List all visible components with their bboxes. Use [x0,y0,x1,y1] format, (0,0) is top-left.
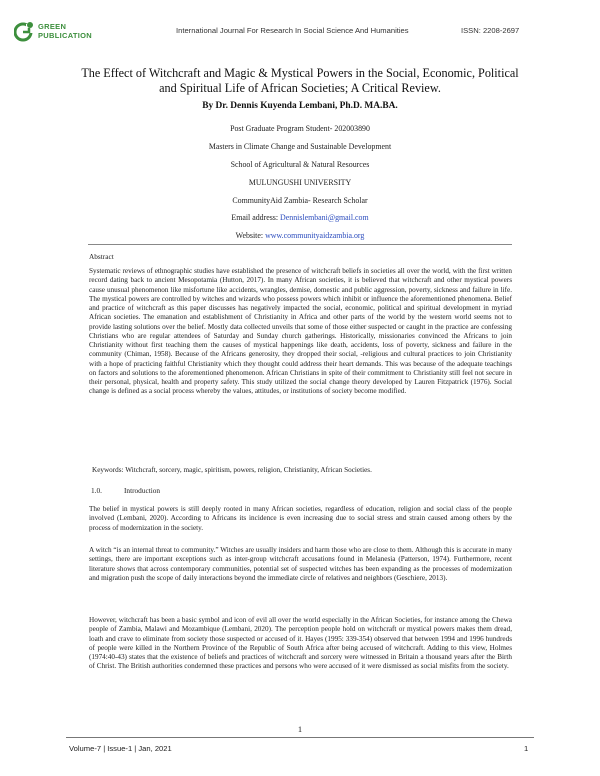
abstract-divider [88,244,512,245]
logo-line-1: GREEN [38,22,67,31]
affiliation-program: Masters in Climate Change and Sustainable Development [208,142,392,151]
abstract-text: Systematic reviews of ethnographic studies have established the presence of witchcraft beliefs in societies all over the world, with the first written record dating back to ancient Mesopotamia (Hutton, 2017). In many African societies, it is believed that witchcraft and other mystical powers cause unusual phenomenon like misfortune like accidents, wrangles, demise, domestic and public aggression, poverty, sickness and failure in life. The mystical powers are controlled by witches and wizards who possess powers which inhibit or influence the aforementioned phenomena. Belief and practice of witchcraft as this paper discusses has negatively impacted the social, economic, political and spiritual development in myriad African societies. The emanation and establishment of Christianity in Africa and other parts of the world by the western world seems not to provide lasting solutions over the belief. Mostly data collected unveils that some of those either suspected or caught in the practice are confessing Christians who are regular attendees of Saturday and Sunday church gatherings. Historically, missionaries convinced the Africans to join Christianity without first teaching them the causes of mystical happenings like death, accidents, loss of poverty, sickness and failure in the community (Chiman, 1958). Because of the Africans generosity, they dropped their social, -religious and cultural practices to join Christianity with a hope of practicing faithful Christianity which they thought could address their heart demands. This was because of the adequate teachings on factors and solutions to the aforementioned phenomenon. African Christians in spite of their commitment to Christianity still feel not secure in their personal, physical, health and property safety. This study utilized the social change theory developed by Lauren Fitzpatrick (1976). Social change is defined as a social process whereby the values, attitudes, or institutions of society become modified. [89,267,512,396]
website-link[interactable]: www.communityaidzambia.org [265,231,365,240]
website-label: Website: [235,231,264,240]
journal-name: International Journal For Research In Social Science And Humanities [176,26,409,35]
email-link[interactable]: Dennislembani@gmail.com [280,213,369,222]
keywords: Keywords: Witchcraft, sorcery, magic, spiritism, powers, religion, Christianity, African Societies. [92,466,372,474]
paper-title: The Effect of Witchcraft and Magic & Mystical Powers in the Social, Economic, Political and Spiritual Life of African Societies; A Critical Review. [81,66,519,95]
section-number: 1.0. [91,486,102,495]
affiliation-organization: CommunityAid Zambia- Research Scholar [232,196,368,205]
page-number-right: 1 [524,744,529,753]
author-line: By Dr. Dennis Kuyenda Lembani, Ph.D. MA.BA. [202,101,398,111]
green-publication-logo-icon [14,20,36,44]
page-header [0,18,600,48]
intro-paragraph-2: A witch “is an internal threat to community.” Witches are usually insiders and harm those who are close to them. Although this is accurate in many settings, there are important exceptions such as inter-group witchcraft accusations found in Melanesia (Patterson, 1974). Furthermore, recent literature shows that across contemporary communities, potential set of suspected witches has been expanding as the processes of modernization and migration push the scope of daily interactions beyond the immediate circle of relatives and neighbors (Geschiere, 2013). [89,546,512,582]
section-title: Introduction [124,486,161,495]
logo-text [38,22,92,40]
affiliation-school: School of Agricultural & Natural Resources [230,160,370,169]
intro-paragraph-1: The belief in mystical powers is still deeply rooted in many African societies, regardless of education, religion and social class of the people involved (Lembani, 2020). According to Africans its incidence is even increasing due to social stress and strain caused among others by the process of modernization in the society. [89,505,512,532]
logo-line-2: PUBLICATION [38,31,92,40]
publisher-logo [14,20,92,46]
email-label: Email address: [231,213,279,222]
abstract-heading: Abstract [89,252,114,261]
page-number-center: 1 [297,724,303,734]
email-line [0,213,600,222]
intro-paragraph-3: However, witchcraft has been a basic symbol and icon of evil all over the world especially in the African Societies, for instance among the Chewa people of Zambia, Malawi and Mozambique (Lembani, 2020). The perception people hold on witchcraft or mystical powers makes them dread, loath and crave to eliminate from society those suspected or accused of it. Hayes (1995: 339-354) observed that between 1994 and 1996 hundreds of people were killed in the Northern Province of the Republic of South Africa after being accused of witchcraft. Adding to this view, Holmes (1974:40-43) states that the existence of beliefs and practices of witchcraft and sorcery were witnessed in Britain a thousand years after the Birth of Christ. The British authorities condemned these practices and persons who were accused of it were dismissed as social misfits from the society. [89,616,512,671]
issn: ISSN: 2208-2697 [461,26,520,35]
website-line [0,231,600,240]
volume-info: Volume-7 | Issue-1 | Jan, 2021 [69,744,172,753]
footer-divider [66,737,534,738]
affiliation-student-id: Post Graduate Program Student- 202003890 [230,124,370,133]
affiliation-university: MULUNGUSHI UNIVERSITY [248,178,352,187]
